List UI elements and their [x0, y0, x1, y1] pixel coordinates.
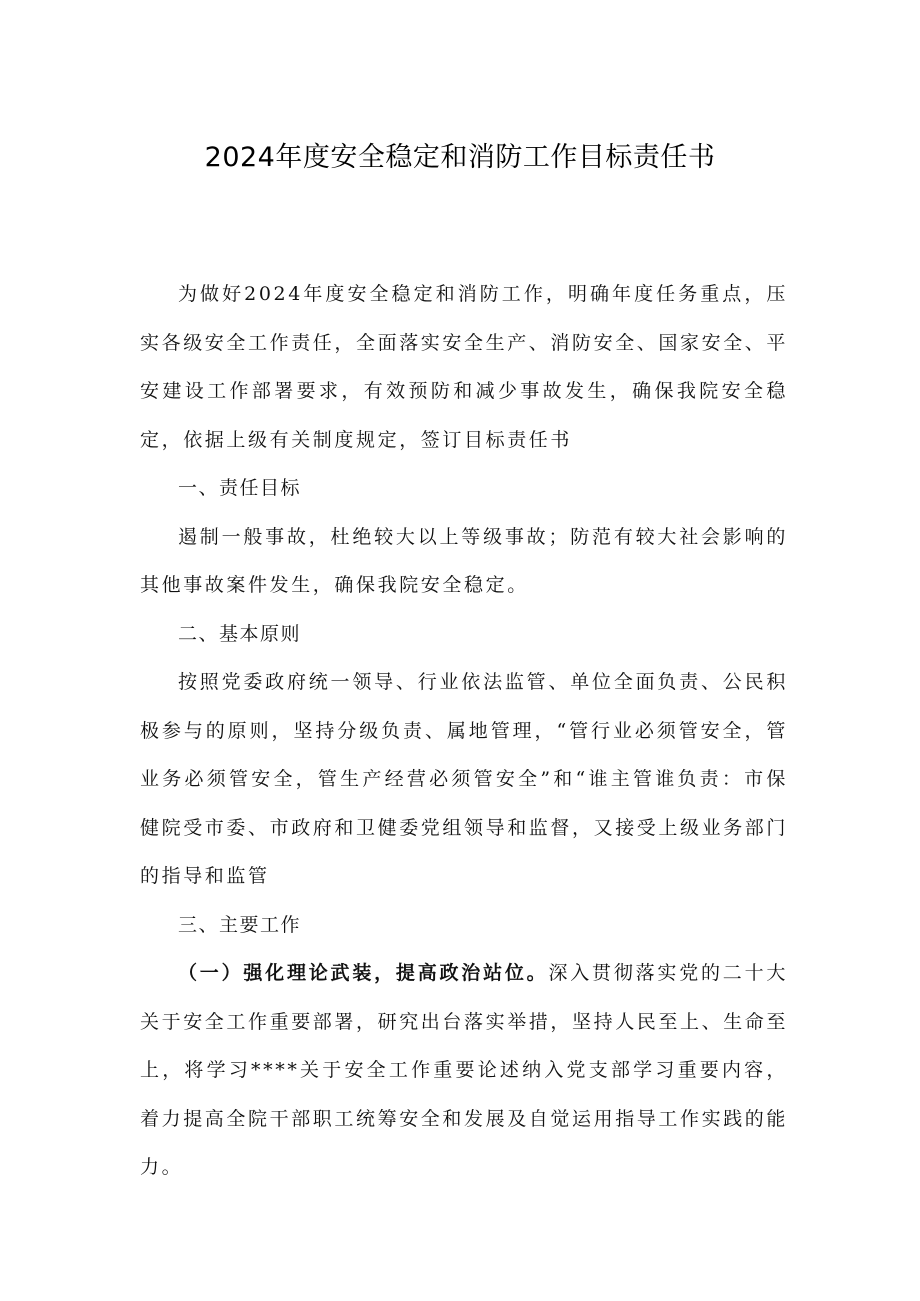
section-heading-goals: 一、责任目标: [178, 477, 302, 499]
item-text-1: 深入贯彻落实党的二十大关于安全工作重要部署，研究出台落实举措，坚持人民至上、生命至上，将学习****关于安全工作重要论述纳入党支部学习重要内容，着力提高全院干部职工统筹安全和发展及自觉运用指导工作实践的能力。: [140, 962, 789, 1178]
document-title: 2024年度安全稳定和消防工作目标责任书: [204, 142, 716, 173]
item-lead-1: （一）强化理论武装，提高政治站位。: [178, 962, 549, 984]
item-paragraph-1: [140, 949, 788, 1192]
section-text-principles: 按照党委政府统一领导、行业依法监管、单位全面负责、公民积极参与的原则，坚持分级负责、属地管理，“管行业必须管安全，管业务必须管安全，管生产经营必须管安全”和“谁主管谁负责：市保健院受市委、市政府和卫健委党组领导和监督，又接受上级业务部门的指导和监管: [140, 671, 789, 887]
section-heading-principles: 二、基本原则: [178, 622, 302, 645]
intro-paragraph: 为做好2024年度安全稳定和消防工作，明确年度任务重点，压实各级安全工作责任，全面落实安全生产、消防安全、国家安全、平安建设工作部署要求，有效预防和减少事故发生，确保我院安全稳定，依据上级有关制度规定，签订目标责任书: [140, 283, 789, 451]
document-body: [140, 270, 788, 1192]
section-text-goals: 遏制一般事故，杜绝较大以上等级事故；防范有较大社会影响的其他事故案件发生，确保我院安全稳定。: [140, 525, 788, 596]
section-heading-main-work: 三、主要工作: [178, 913, 302, 936]
